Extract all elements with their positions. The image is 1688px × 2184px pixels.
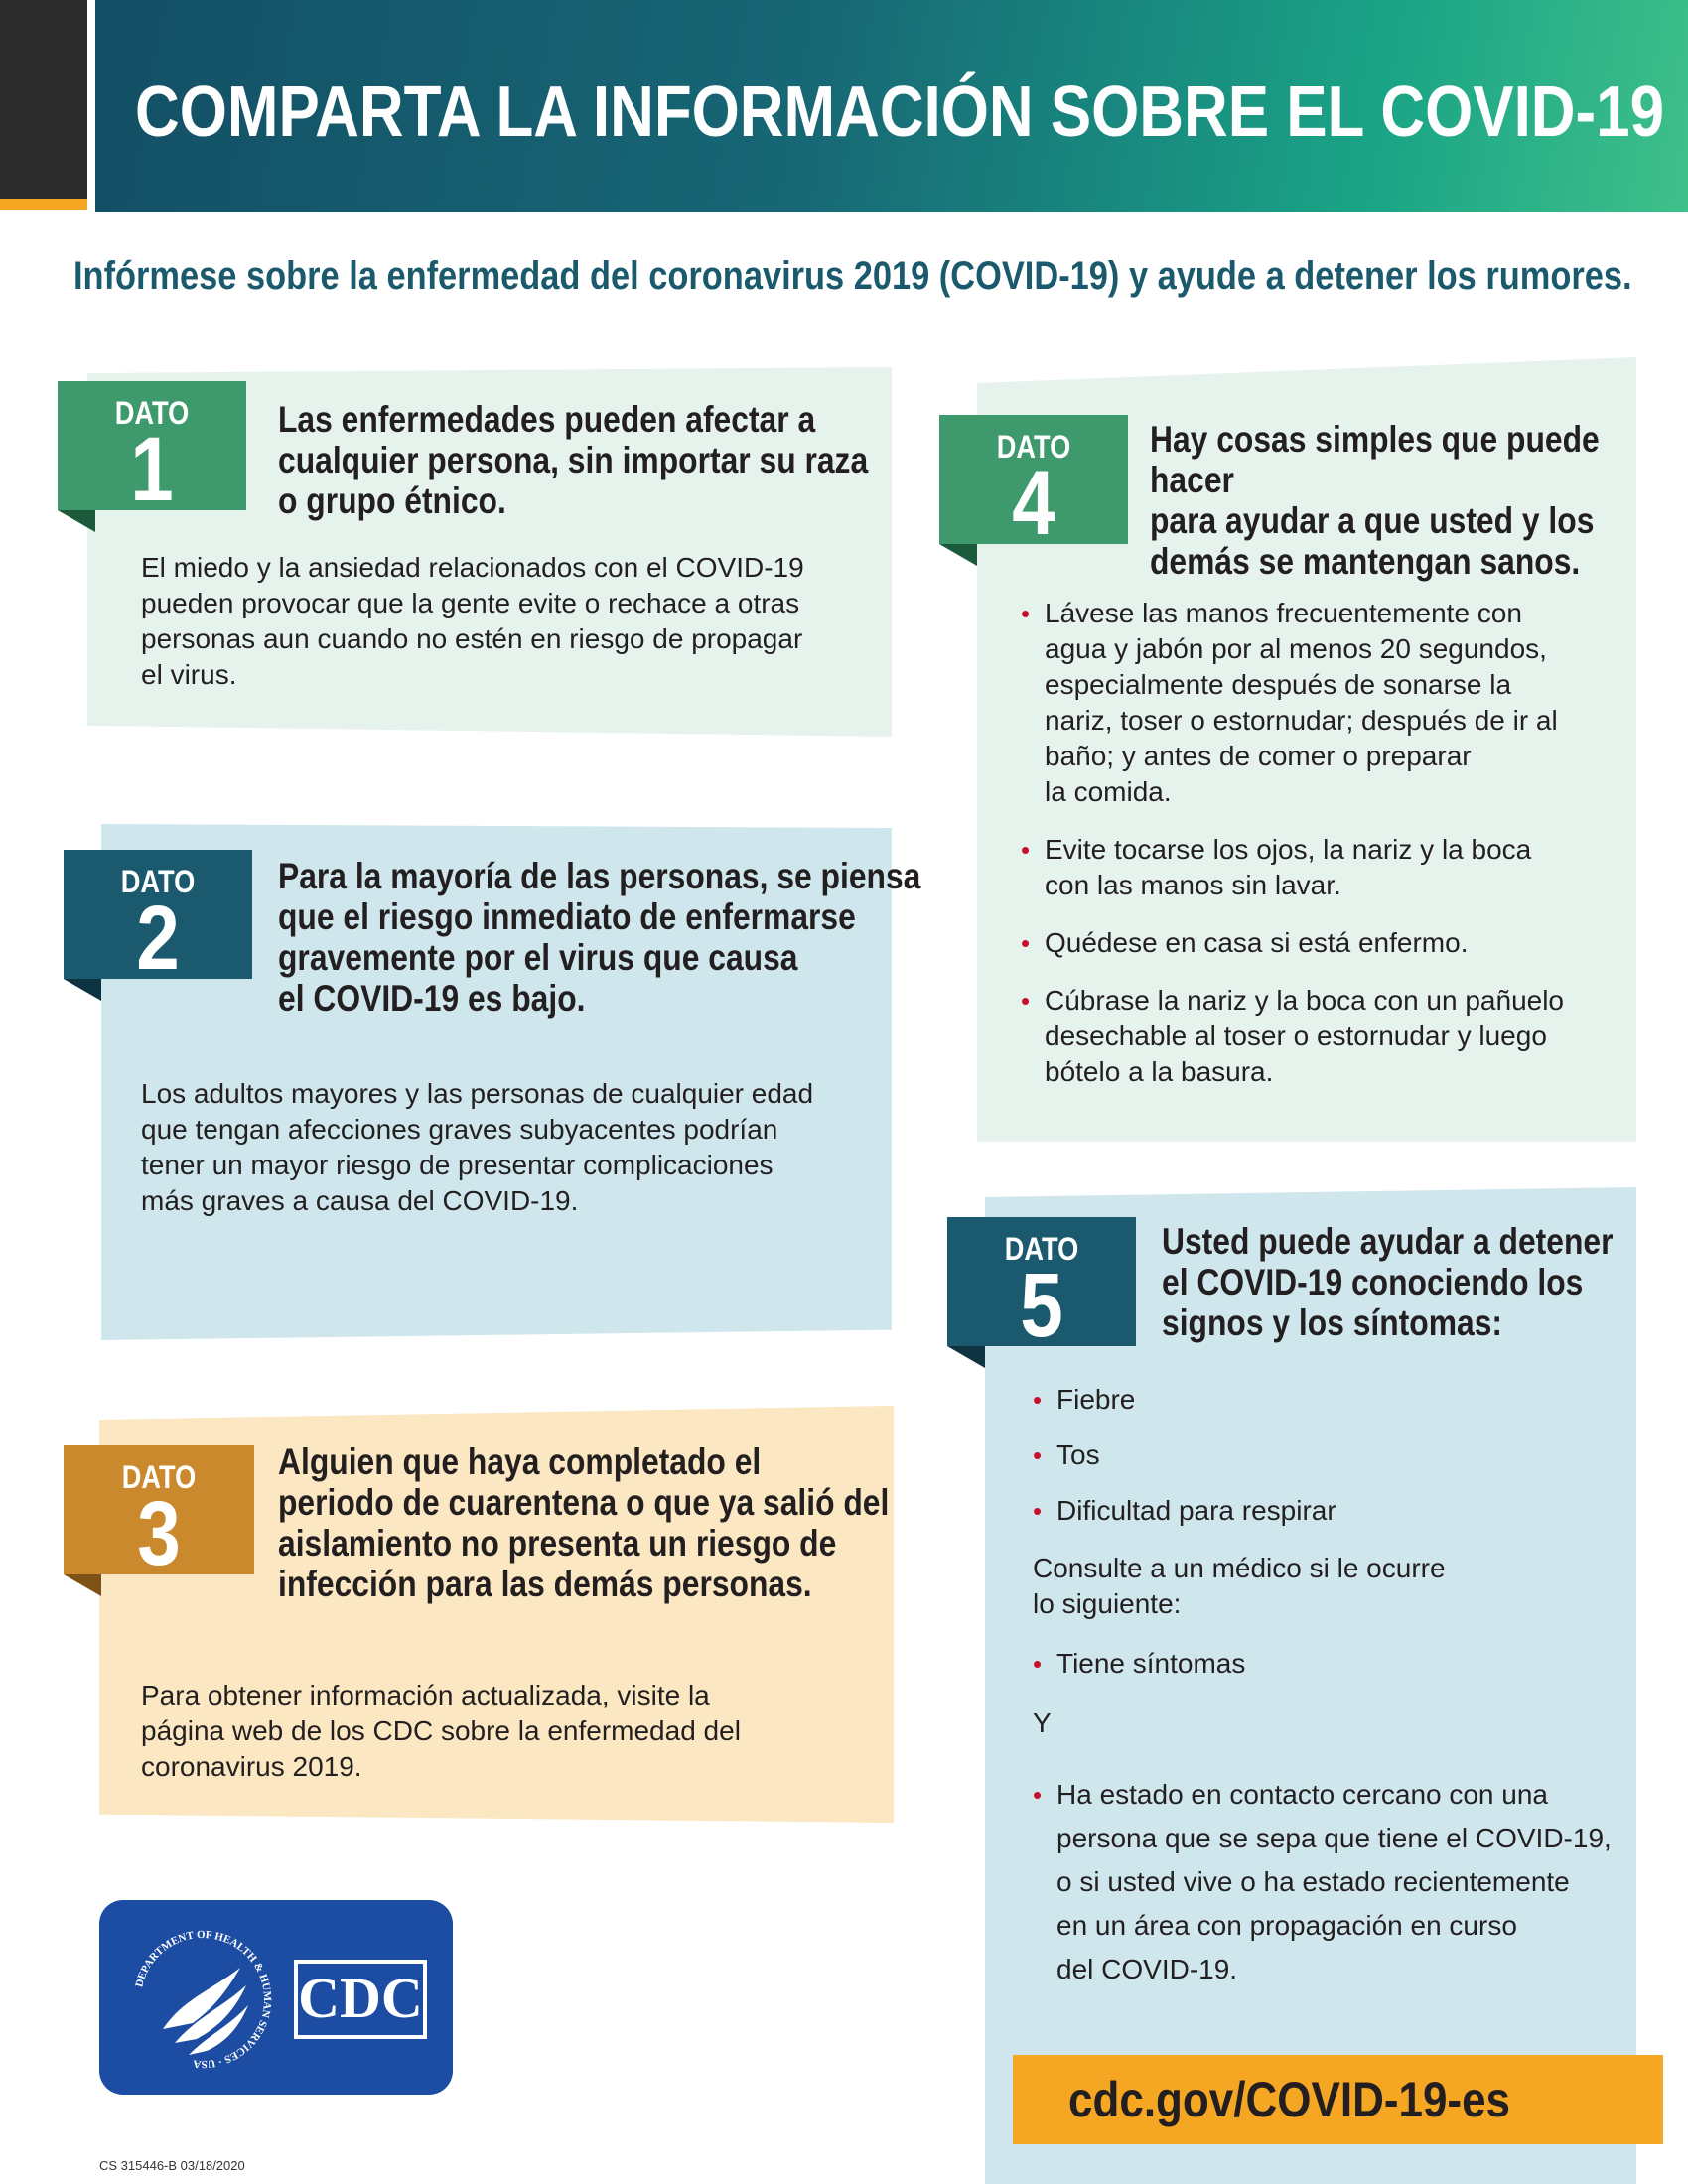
prevention-list: [1021, 596, 1617, 1112]
badge-fold: [58, 510, 95, 532]
fact-headline: Las enfermedades pueden afectar a cualquier persona, sin importar su raza o grupo étnico.: [278, 399, 869, 521]
list-item: • Ha estado en contacto cercano con una persona que se sepa que tiene el COVID-19, o si usted vive o ha estado recientemente en un área con propagación en curso del COVID-19.: [1033, 1773, 1628, 1991]
condition-list-2: [1033, 1773, 1628, 2013]
list-item: • Quédese en casa si está enfermo.: [1021, 925, 1617, 961]
page-title: COMPARTA LA INFORMACIÓN SOBRE EL COVID-19: [135, 72, 1665, 152]
badge-fold: [64, 1574, 101, 1596]
symptom-list: [1033, 1382, 1609, 1551]
fact-number: 3: [137, 1483, 181, 1584]
header-banner: [95, 0, 1688, 212]
fact-number: 4: [1012, 453, 1055, 554]
fact-headline: Para la mayoría de las personas, se piensa que el riesgo inmediato de enfermarse gravemente por el virus que causa el COVID-19 es bajo.: [278, 856, 921, 1019]
condition-list-1: [1033, 1646, 1609, 1704]
fact-badge-1: [58, 381, 246, 520]
fact-number: 5: [1020, 1255, 1063, 1356]
fact-body: Para obtener información actualizada, visite la página web de los CDC sobre la enfermedad del coronavirus 2019.: [141, 1680, 741, 1782]
fact-number: 2: [136, 887, 180, 989]
list-item: • Cúbrase la nariz y la boca con un pañuelo desechable al toser o estornudar y luego bótelo a la basura.: [1021, 983, 1617, 1090]
fact-headline: Hay cosas simples que puede hacer para ayudar a que usted y los demás se mantengan sanos.: [1150, 419, 1600, 582]
header-dark-block: [0, 0, 87, 199]
hhs-cdc-logo: [99, 1900, 453, 2095]
fact-headline: Usted puede ayudar a detener el COVID-19 conociendo los signos y los síntomas:: [1162, 1221, 1614, 1343]
fact-badge-2: [64, 850, 252, 989]
fact-body: El miedo y la ansiedad relacionados con el COVID-19 pueden provocar que la gente evite o rechace a otras personas aun cuando no estén en riesgo de propagar el virus.: [141, 552, 804, 690]
fact-badge-4: [939, 415, 1128, 554]
fact-headline: Alguien que haya completado el periodo de cuarentena o que ya salió del aislamiento no presenta un riesgo de infección para las demás personas.: [278, 1441, 890, 1604]
fact-label: DATO: [120, 864, 196, 899]
fact-label: DATO: [996, 429, 1071, 465]
list-item: • Evite tocarse los ojos, la nariz y la boca con las manos sin lavar.: [1021, 832, 1617, 903]
url-banner: [1013, 2055, 1663, 2144]
cdc-logo: CDC: [294, 1960, 427, 2039]
fact-badge-5: [947, 1217, 1136, 1356]
list-item: • Fiebre: [1033, 1382, 1609, 1418]
badge-fold: [947, 1346, 985, 1368]
fact-number: 1: [130, 419, 174, 520]
badge-fold: [939, 544, 977, 566]
list-item: • Tos: [1033, 1437, 1609, 1473]
fact-body: Los adultos mayores y las personas de cualquier edad que tengan afecciones graves subyacentes podrían tener un mayor riesgo de presentar complicaciones más graves a causa del COVID-19.: [141, 1078, 814, 1216]
cdc-url-link[interactable]: cdc.gov/COVID-19-es: [1068, 2072, 1511, 2127]
fact-label: DATO: [121, 1459, 197, 1495]
and-word: Y: [1033, 1707, 1052, 1738]
fact-badge-3: [64, 1445, 254, 1584]
seal-text: DEPARTMENT OF HEALTH & HUMAN SERVICES · USA: [133, 1928, 274, 2071]
list-item: • Tiene síntomas: [1033, 1646, 1609, 1682]
badge-fold: [64, 979, 101, 1001]
hhs-seal-icon: [123, 1920, 282, 2079]
header-accent-stripe: [0, 199, 87, 210]
document-code: CS 315446-B 03/18/2020: [99, 2158, 245, 2173]
consult-text: Consulte a un médico si le ocurre lo siguiente:: [1033, 1553, 1446, 1619]
fact-label: DATO: [1004, 1231, 1079, 1267]
list-item: • Dificultad para respirar: [1033, 1493, 1609, 1529]
list-item: • Lávese las manos frecuentemente con agua y jabón por al menos 20 segundos, especialmente después de sonarse la nariz, toser o estornudar; después de ir al baño; y antes de comer o preparar la comida.: [1021, 596, 1617, 810]
page-subtitle: Infórmese sobre la enfermedad del coronavirus 2019 (COVID-19) y ayude a detener los rumores.: [73, 254, 1632, 298]
fact-label: DATO: [114, 395, 190, 431]
